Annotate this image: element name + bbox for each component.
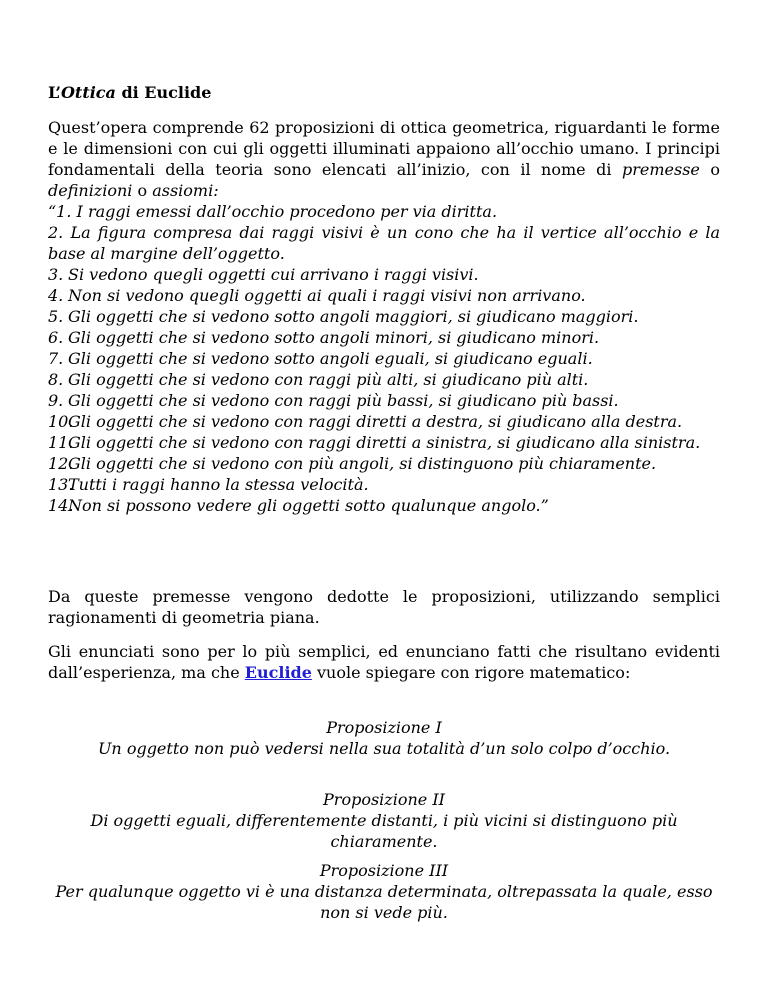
paragraph-text: vuole spiegare con rigore matematico:	[311, 663, 631, 682]
premise-text: Gli oggetti che si vedono con raggi più bassi, si giudicano più bassi.	[68, 391, 619, 410]
list-item	[48, 369, 720, 390]
document-title	[48, 82, 211, 103]
premise-number: 11.	[48, 433, 74, 452]
proposition-text: Di oggetti eguali, differentemente distanti, i più vicini si distinguono più chiaramente.	[90, 811, 678, 851]
premise-text: Gli oggetti che si vedono con raggi diretti a destra, si giudicano alla destra.	[68, 412, 683, 431]
intro-text: Quest’opera comprende 62 proposizioni di ottica geometrica, riguardanti le forme e le dimensioni con cui gli oggetti illuminati appaiono all’occhio umano. I principi fondamentali della teoria sono elencati all’inizio, con il nome di	[48, 118, 720, 179]
list-item	[48, 495, 720, 516]
premise-text: Non si possono vedere gli oggetti sotto qualunque angolo.”	[68, 496, 549, 515]
list-item	[48, 474, 720, 495]
premise-text: Si vedono quegli oggetti cui arrivano i raggi visivi.	[68, 265, 479, 284]
title-suffix: di Euclide	[115, 83, 212, 102]
proposition-heading: Proposizione I	[326, 718, 442, 737]
paragraph-statements	[48, 641, 720, 683]
premise-text: Tutti i raggi hanno la stessa velocità.	[68, 475, 369, 494]
premise-text: “1. I raggi emessi dall’occhio procedono per via diritta.	[48, 202, 498, 221]
list-item	[48, 327, 720, 348]
premise-text: Gli oggetti che si vedono con raggi diretti a sinistra, si giudicano alla sinistra.	[68, 433, 701, 452]
list-item	[48, 453, 720, 474]
list-item	[48, 201, 720, 222]
proposition-text: Un oggetto non può vedersi nella sua totalità d’un solo colpo d’occhio.	[97, 739, 671, 758]
premise-text: Non si vedono quegli oggetti ai quali i raggi visivi non arrivano.	[68, 286, 586, 305]
list-item	[48, 285, 720, 306]
premise-number: 7.	[48, 349, 64, 368]
premise-number: 4.	[48, 286, 64, 305]
proposition-2	[48, 789, 720, 852]
list-item	[48, 411, 720, 432]
intro-term-premesse: premesse	[621, 160, 700, 179]
proposition-heading: Proposizione II	[323, 790, 445, 809]
premise-number: 6.	[48, 328, 64, 347]
premise-text: Gli oggetti che si vedono con più angoli, si distinguono più chiaramente.	[68, 454, 657, 473]
proposition-1	[48, 717, 720, 759]
premise-number: 12.	[48, 454, 74, 473]
premise-number: 14.	[48, 496, 74, 515]
list-item	[48, 432, 720, 453]
intro-sep: o	[132, 181, 153, 200]
intro-sep: o	[699, 160, 721, 179]
proposition-heading: Proposizione III	[319, 861, 449, 880]
premises-list	[48, 201, 720, 516]
premise-number: 13.	[48, 475, 74, 494]
premise-text: Gli oggetti che si vedono sotto angoli eguali, si giudicano eguali.	[68, 349, 593, 368]
premise-text: 2. La figura compresa dai raggi visivi è un cono che ha il vertice all’occhio e la base al margine dell’oggetto.	[48, 223, 720, 263]
intro-term-assiomi: assiomi:	[152, 181, 219, 200]
list-item	[48, 348, 720, 369]
premise-text: Gli oggetti che si vedono con raggi più alti, si giudicano più alti.	[68, 370, 589, 389]
premise-number: 5.	[48, 307, 64, 326]
premise-number: 9.	[48, 391, 64, 410]
premise-number: 3.	[48, 265, 64, 284]
premise-text: Gli oggetti che si vedono sotto angoli maggiori, si giudicano maggiori.	[68, 307, 639, 326]
proposition-text: Per qualunque oggetto vi è una distanza determinata, oltrepassata la quale, esso non si vede più.	[55, 882, 713, 922]
list-item	[48, 306, 720, 327]
euclide-link[interactable]: Euclide	[244, 663, 312, 682]
list-item	[48, 264, 720, 285]
title-italic: Ottica	[60, 83, 116, 102]
list-item	[48, 222, 720, 264]
premise-number: 8.	[48, 370, 64, 389]
paragraph-deduction: Da queste premesse vengono dedotte le proposizioni, utilizzando semplici ragionamenti di geometria piana.	[48, 587, 720, 627]
premise-number: 10.	[48, 412, 74, 431]
proposition-3	[48, 860, 720, 923]
paragraph-text: Gli enunciati sono per lo più semplici, ed enunciano fatti che risultano evidenti dall’esperienza, ma che	[48, 642, 720, 682]
title-prefix: L’	[48, 83, 61, 102]
list-item	[48, 390, 720, 411]
intro-paragraph	[48, 117, 720, 201]
premise-text: Gli oggetti che si vedono sotto angoli minori, si giudicano minori.	[68, 328, 600, 347]
intro-term-definizioni: definizioni	[48, 181, 133, 200]
